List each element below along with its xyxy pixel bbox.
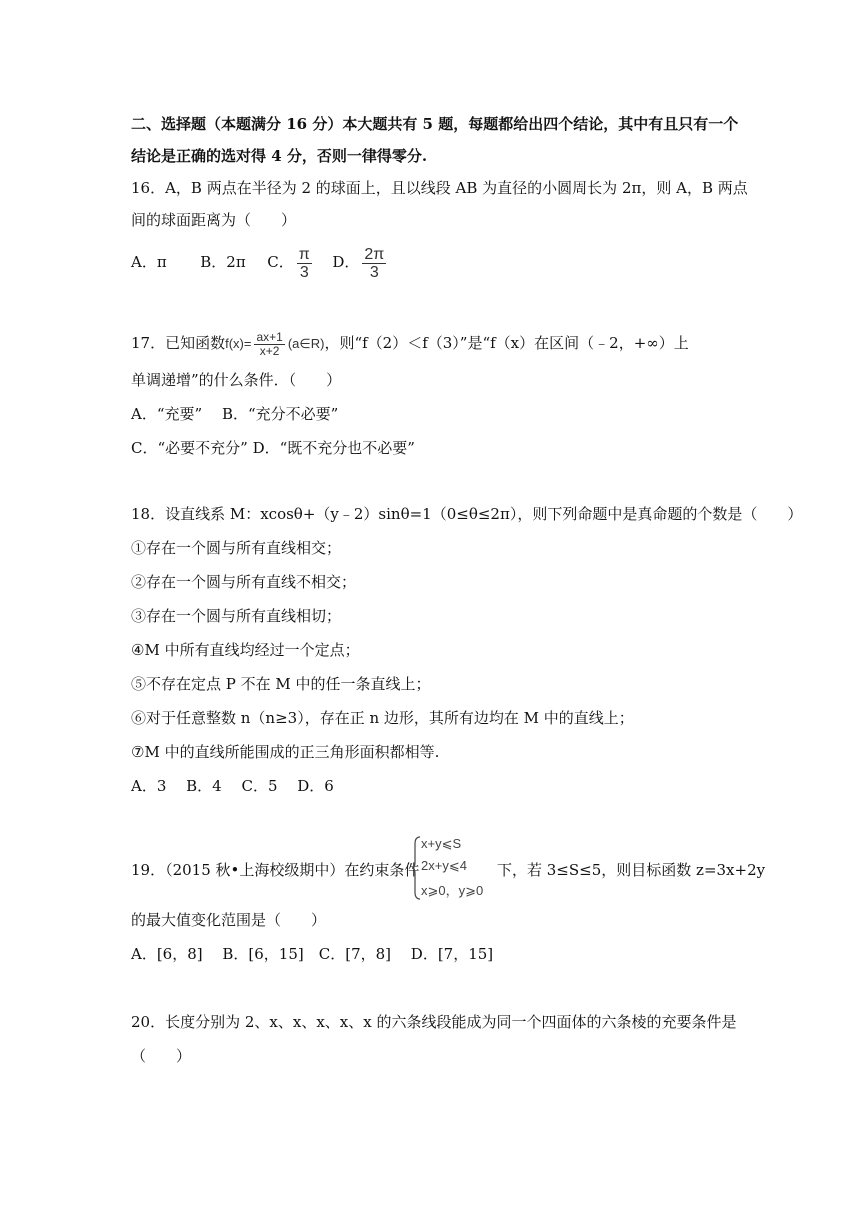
q19-constraint-3: x⩾0，y⩾0 [421, 883, 484, 898]
q16-stem-line1: 16．A，B 两点在半径为 2 的球面上，且以线段 AB 为直径的小圆周长为 2π，则 A，B 两点 [131, 179, 748, 197]
section-header-line2: 结论是正确的选对得 4 分，否则一律得零分. [131, 147, 428, 165]
q18-item-2: ②存在一个圆与所有直线不相交； [131, 573, 357, 591]
fraction-numerator: ax+1 [256, 329, 283, 344]
left-brace-icon [411, 836, 421, 900]
q17-options-cd: C．“必要不充分” D．“既不充分也不必要” [131, 439, 415, 457]
q19-stem-prefix: 19．（2015 秋•上海校级期中）在约束条件 [131, 861, 420, 879]
q19-constraint-system [411, 836, 501, 900]
q18-item-4: ④M 中所有直线均经过一个定点； [131, 641, 360, 659]
q19-constraint-2: 2x+y⩽4 [421, 858, 467, 873]
q17-rest: ，则“f（2）＜f（3）”是“f（x）在区间（﹣2，+∞）上 [324, 334, 689, 352]
q16-option-b: B．2π [200, 253, 246, 271]
q18-item-7: ⑦M 中的直线所能围成的正三角形面积都相等. [131, 743, 440, 761]
q16-option-d: D． [332, 253, 360, 271]
q17-prefix: 17．已知函数 [131, 334, 226, 352]
q16-options [131, 242, 389, 282]
q18-options: A．3 B．4 C．5 D．6 [131, 777, 334, 795]
section-header-line1: 二、选择题（本题满分 16 分）本大题共有 5 题，每题都给出四个结论，其中有且只有一个 [131, 115, 739, 133]
q18-item-5: ⑤不存在定点 P 不在 M 中的任一条直线上； [131, 675, 431, 693]
q17-stem-line2: 单调递增”的什么条件．（ ） [131, 371, 342, 389]
q16-option-c-fraction [297, 246, 312, 281]
q19-constraint-1: x+y⩽S [421, 836, 462, 851]
q17-stem-line1 [131, 328, 689, 359]
fraction-denominator: 3 [299, 263, 309, 281]
q19-options: A．[6，8] B．[6，15] C．[7，8] D．[7，15] [131, 945, 494, 963]
q20-stem-line1: 20．长度分别为 2、x、x、x、x、x 的六条线段能成为同一个四面体的六条棱的充要条件是 [131, 1013, 737, 1031]
q16-stem-line2: 间的球面距离为（ ） [131, 211, 297, 229]
q19-stem-line2: 的最大值变化范围是（ ） [131, 911, 327, 929]
q19-stem-rest: 下，若 3≤S≤5，则目标函数 z=3x+2y [497, 861, 766, 879]
q17-fraction [254, 331, 284, 358]
q16-option-d-fraction [362, 246, 386, 281]
q17-options-ab: A．“充要” B．“充分不必要” [131, 405, 339, 423]
q18-stem: 18．设直线系 M：xcosθ+（y﹣2）sinθ=1（0≤θ≤2π），则下列命题中是真命题的个数是（ ） [131, 505, 803, 523]
fraction-denominator: x+2 [259, 343, 280, 358]
q18-item-6: ⑥对于任意整数 n（n≥3），存在正 n 边形，其所有边均在 M 中的直线上； [131, 709, 634, 727]
q18-item-3: ③存在一个圆与所有直线相切； [131, 607, 342, 625]
q17-function-name: f(x)= [225, 336, 252, 351]
q17-domain: (a∈R) [287, 336, 325, 351]
fraction-numerator: π [298, 245, 310, 263]
fraction-numerator: 2π [364, 245, 385, 263]
q16-option-c: C． [267, 253, 294, 271]
q18-item-1: ①存在一个圆与所有直线相交； [131, 539, 342, 557]
q20-stem-line2: （ ） [131, 1047, 192, 1065]
fraction-denominator: 3 [369, 263, 379, 281]
q16-option-a: A．π [131, 253, 167, 271]
